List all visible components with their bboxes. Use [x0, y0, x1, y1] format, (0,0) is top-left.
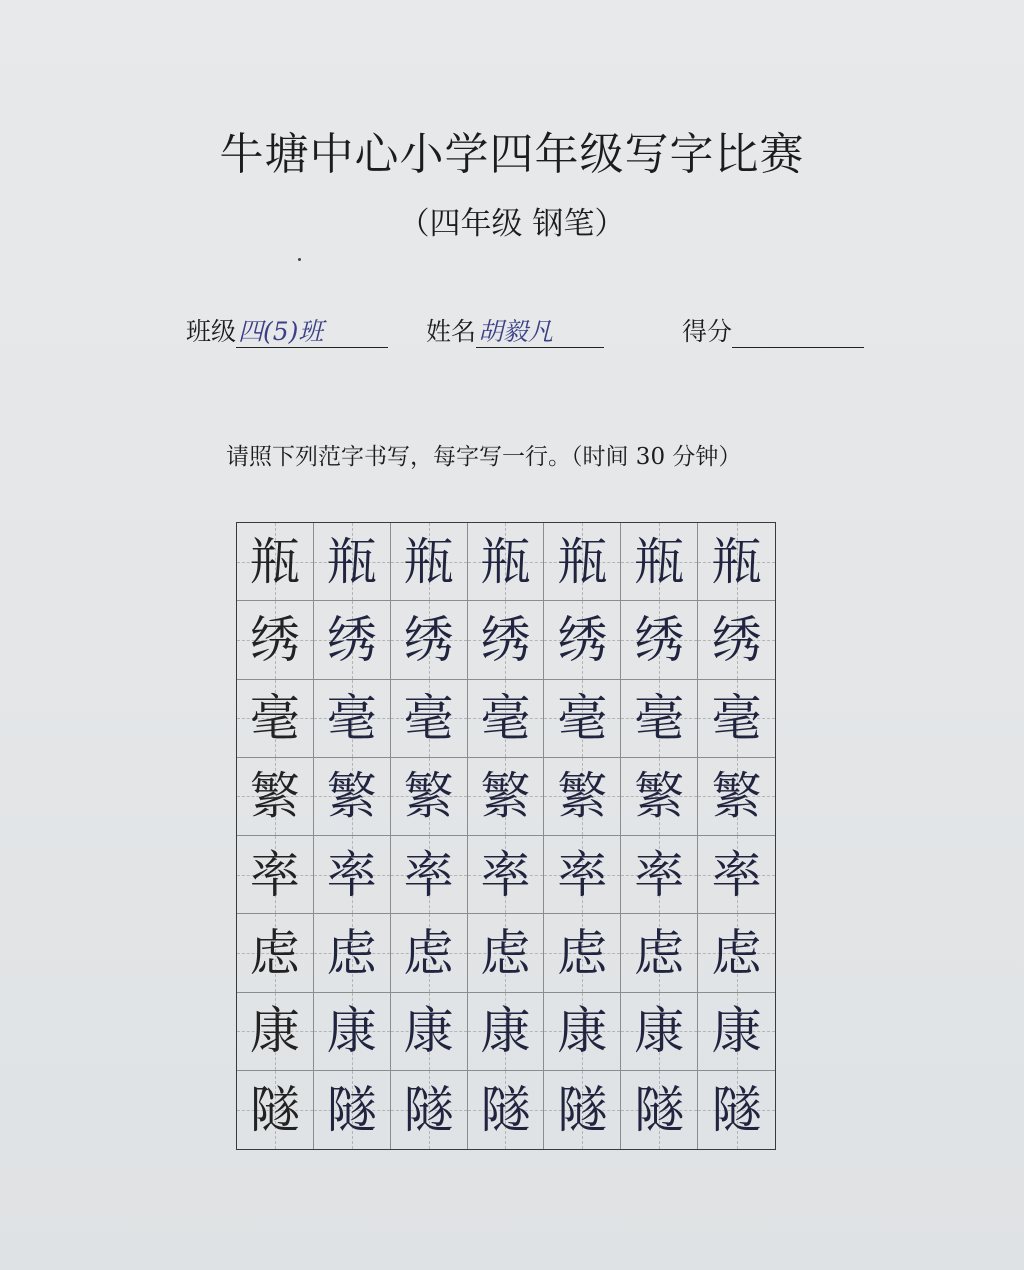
model-character-cell [237, 914, 314, 992]
practice-character-cell [468, 836, 545, 914]
practice-character: 率 [326, 845, 377, 904]
practice-character-cell [544, 601, 621, 679]
name-field [426, 314, 604, 348]
model-character: 隧 [249, 1080, 300, 1139]
practice-character: 率 [557, 845, 608, 904]
practice-character: 绣 [634, 610, 685, 669]
practice-character: 瓶 [403, 532, 454, 591]
practice-character: 繁 [557, 767, 608, 826]
model-character-cell [237, 758, 314, 836]
practice-character: 繁 [480, 767, 531, 826]
practice-character: 隧 [557, 1080, 608, 1139]
practice-character-cell [314, 758, 391, 836]
practice-character: 绣 [326, 610, 377, 669]
model-character-cell [237, 680, 314, 758]
practice-character: 瓶 [634, 532, 685, 591]
practice-character-cell [621, 993, 698, 1071]
practice-character: 隧 [326, 1080, 377, 1139]
practice-character-cell [468, 758, 545, 836]
model-character-cell [237, 836, 314, 914]
practice-character-cell [391, 601, 468, 679]
practice-character-cell [468, 1071, 545, 1149]
practice-grid [236, 522, 776, 1150]
practice-character: 康 [403, 1002, 454, 1061]
name-value: 胡毅凡 [478, 317, 554, 346]
practice-character-cell [391, 758, 468, 836]
class-line [236, 317, 388, 348]
practice-character: 毫 [403, 689, 454, 748]
practice-character: 繁 [403, 767, 454, 826]
practice-character: 隧 [403, 1080, 454, 1139]
practice-character-cell [468, 523, 545, 601]
model-character-cell [237, 1071, 314, 1149]
practice-character: 毫 [711, 689, 762, 748]
practice-character: 虑 [711, 923, 762, 982]
practice-character: 率 [403, 845, 454, 904]
model-character: 绣 [249, 610, 300, 669]
practice-character-cell [544, 680, 621, 758]
practice-character-cell [544, 836, 621, 914]
practice-character-cell [698, 993, 775, 1071]
practice-character-cell [544, 993, 621, 1071]
practice-character-cell [468, 914, 545, 992]
practice-character: 繁 [634, 767, 685, 826]
practice-character-cell [544, 523, 621, 601]
practice-character-cell [391, 993, 468, 1071]
class-label: 班级 [186, 317, 237, 346]
ink-speck [298, 258, 301, 261]
practice-character: 绣 [480, 610, 531, 669]
practice-character-cell [468, 601, 545, 679]
practice-character: 虑 [557, 923, 608, 982]
practice-character-cell [698, 836, 775, 914]
name-line [476, 317, 604, 348]
practice-character-cell [698, 914, 775, 992]
model-character: 虑 [249, 923, 300, 982]
model-character-cell [237, 601, 314, 679]
practice-character-cell [391, 836, 468, 914]
practice-character-cell [314, 601, 391, 679]
practice-character-cell [391, 1071, 468, 1149]
practice-character: 康 [711, 1002, 762, 1061]
class-field [186, 314, 388, 348]
practice-character: 繁 [711, 767, 762, 826]
model-character: 康 [249, 1002, 300, 1061]
practice-character-cell [391, 680, 468, 758]
practice-character: 康 [480, 1002, 531, 1061]
practice-character-cell [314, 523, 391, 601]
instruction-text: 请照下列范字书写，每字写一行。（时间 30 分钟） [226, 444, 742, 470]
practice-character-cell [621, 914, 698, 992]
page-subtitle: （四年级 钢笔） [398, 206, 626, 242]
practice-character: 率 [711, 845, 762, 904]
model-character: 瓶 [249, 532, 300, 591]
class-value: 四(5)班 [238, 317, 324, 346]
score-label: 得分 [682, 317, 733, 346]
model-character-cell [237, 523, 314, 601]
practice-character: 虑 [480, 923, 531, 982]
practice-character-cell [314, 993, 391, 1071]
practice-character-cell [621, 1071, 698, 1149]
score-line [732, 317, 864, 348]
practice-character: 康 [557, 1002, 608, 1061]
practice-character: 毫 [480, 689, 531, 748]
practice-character: 率 [480, 845, 531, 904]
practice-character: 繁 [326, 767, 377, 826]
model-character-cell [237, 993, 314, 1071]
practice-character: 绣 [403, 610, 454, 669]
practice-character-cell [621, 601, 698, 679]
practice-character-cell [698, 1071, 775, 1149]
practice-character: 毫 [326, 689, 377, 748]
practice-character: 虑 [403, 923, 454, 982]
page-title: 牛塘中心小学四年级写字比赛 [219, 129, 805, 180]
practice-character: 瓶 [711, 532, 762, 591]
practice-character: 隧 [711, 1080, 762, 1139]
practice-character: 虑 [326, 923, 377, 982]
practice-character-cell [544, 914, 621, 992]
practice-character-cell [621, 758, 698, 836]
practice-character: 康 [634, 1002, 685, 1061]
model-character: 率 [249, 845, 300, 904]
practice-character-cell [698, 523, 775, 601]
practice-character-cell [314, 836, 391, 914]
practice-character-cell [698, 601, 775, 679]
practice-character: 绣 [557, 610, 608, 669]
practice-character: 隧 [480, 1080, 531, 1139]
practice-character-cell [621, 836, 698, 914]
practice-character-cell [544, 1071, 621, 1149]
practice-character-cell [621, 680, 698, 758]
practice-character-cell [698, 758, 775, 836]
practice-character: 瓶 [480, 532, 531, 591]
practice-character: 瓶 [326, 532, 377, 591]
score-field [682, 314, 864, 348]
practice-character-cell [314, 1071, 391, 1149]
name-label: 姓名 [426, 317, 477, 346]
practice-character-cell [314, 914, 391, 992]
practice-character: 绣 [711, 610, 762, 669]
practice-character-cell [621, 523, 698, 601]
practice-character-cell [314, 680, 391, 758]
model-character: 繁 [249, 767, 300, 826]
practice-character-cell [468, 993, 545, 1071]
practice-character: 毫 [557, 689, 608, 748]
practice-character: 毫 [634, 689, 685, 748]
practice-character-cell [391, 914, 468, 992]
model-character: 毫 [249, 689, 300, 748]
practice-character: 隧 [634, 1080, 685, 1139]
practice-character: 瓶 [557, 532, 608, 591]
practice-character-cell [468, 680, 545, 758]
practice-character: 虑 [634, 923, 685, 982]
practice-character: 康 [326, 1002, 377, 1061]
practice-character-cell [544, 758, 621, 836]
practice-character-cell [698, 680, 775, 758]
practice-character-cell [391, 523, 468, 601]
practice-character: 率 [634, 845, 685, 904]
